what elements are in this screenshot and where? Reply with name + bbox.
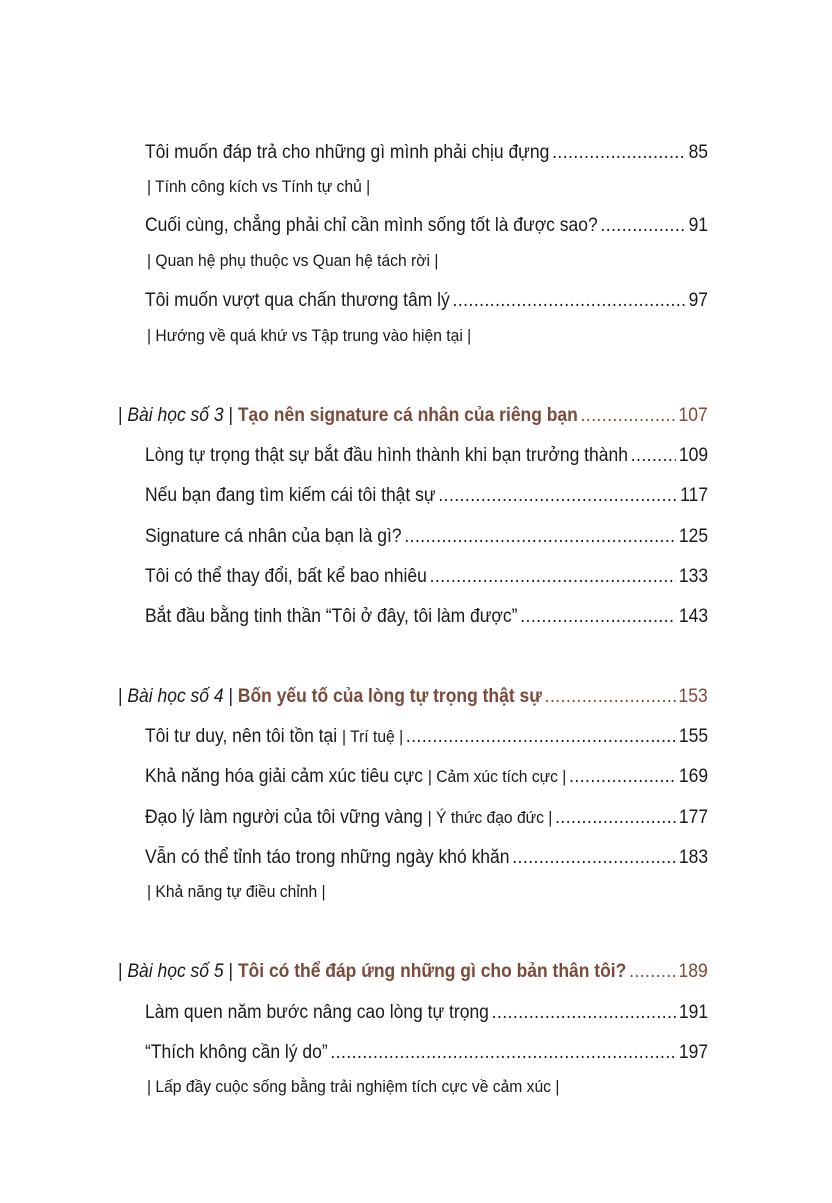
dot-leader [600,214,685,238]
dot-leader [404,525,676,549]
lesson-bar: | [228,405,234,426]
entry-note: | Trí tuệ | [341,727,404,746]
dot-leader [520,605,676,629]
lesson-title: Bốn yếu tố của lòng tự trọng thật sự [237,686,542,707]
toc-entry [145,765,708,789]
dot-leader [512,846,676,870]
entry-page: 85 [688,142,709,163]
toc-entry [145,725,708,749]
entry-page: 155 [678,726,709,747]
dot-leader [555,806,676,830]
entry-title: Tôi tư duy, nên tôi tồn tại [145,726,338,747]
entry-subtitle: | Lấp đầy cuộc sống bằng trải nghiệm tích cực về cảm xúc | [147,1077,560,1096]
entry-note: | Ý thức đạo đức | [427,808,553,827]
entry-page: 197 [678,1042,709,1063]
dot-leader [430,565,677,589]
toc-entry [145,214,708,238]
entry-title: Làm quen năm bước nâng cao lòng tự trọng [145,1002,489,1023]
lesson-page: 107 [678,405,708,426]
toc-entry [145,289,708,313]
lesson-title: Tạo nên signature cá nhân của riêng bạn [237,405,578,426]
lesson-label: Bài học số 5 [127,961,224,982]
entry-subtitle: | Quan hệ phụ thuộc vs Quan hệ tách rời | [147,251,439,270]
lesson-label: Bài học số 4 [127,686,224,707]
entry-page: 177 [678,807,709,828]
lesson-bar: | [118,405,123,426]
lesson-heading-5 [118,960,708,984]
toc-entry [145,141,708,165]
entry-title: Bắt đầu bằng tinh thần “Tôi ở đây, tôi làm được” [145,606,518,627]
dot-leader [629,960,676,984]
entry-page: 97 [688,290,709,311]
entry-title: “Thích không cần lý do” [145,1042,328,1063]
dot-leader [330,1041,676,1065]
dot-leader [492,1001,676,1025]
lesson-heading-4 [118,685,708,709]
lesson-bar: | [228,961,234,982]
toc-entry [145,1001,708,1025]
dot-leader [631,444,676,468]
entry-title: Vẫn có thể tỉnh táo trong những ngày khó khăn [145,847,510,868]
entry-title: Cuối cùng, chẳng phải chỉ cần mình sống tốt là được sao? [145,215,598,236]
dot-leader [581,404,676,428]
toc-entry [145,605,708,629]
dot-leader [453,289,686,313]
entry-title: Nếu bạn đang tìm kiếm cái tôi thật sự [145,485,436,506]
lesson-bar: | [118,686,123,707]
entry-subtitle: | Khả năng tự điều chỉnh | [147,882,326,901]
dot-leader [545,685,676,709]
toc-entry [145,806,708,830]
toc-entry [145,525,708,549]
entry-page: 143 [678,606,709,627]
entry-subtitle: | Tính công kích vs Tính tự chủ | [147,177,371,196]
toc-entry [145,1041,708,1065]
entry-page: 169 [678,766,709,787]
lesson-heading-3 [118,404,708,428]
entry-note: | Cảm xúc tích cực | [427,767,567,786]
lesson-bar: | [228,686,234,707]
entry-page: 125 [678,526,709,547]
lesson-bar: | [118,961,123,982]
entry-title: Tôi muốn đáp trả cho những gì mình phải chịu đựng [145,142,550,163]
lesson-page: 153 [678,686,708,707]
entry-title: Đạo lý làm người của tôi vững vàng [145,807,423,828]
lesson-title: Tôi có thể đáp ứng những gì cho bản thân tôi? [237,961,627,982]
entry-title: Tôi muốn vượt qua chấn thương tâm lý [145,290,450,311]
entry-page: 91 [688,215,709,236]
dot-leader [438,484,677,508]
toc-entry [145,484,708,508]
entry-title: Khả năng hóa giải cảm xúc tiêu cực [145,766,423,787]
entry-title: Lòng tự trọng thật sự bắt đầu hình thành khi bạn trưởng thành [145,445,628,466]
lesson-label: Bài học số 3 [127,405,224,426]
toc-entry [145,565,708,589]
dot-leader [552,141,686,165]
entry-page: 109 [678,445,709,466]
entry-page: 117 [680,485,709,506]
toc-entry [145,444,708,468]
dot-leader [406,725,676,749]
toc-entry [145,846,708,870]
dot-leader [569,765,676,789]
entry-page: 133 [678,566,709,587]
entry-subtitle: | Hướng về quá khứ vs Tập trung vào hiện tại | [147,326,472,345]
entry-page: 191 [678,1002,709,1023]
entry-title: Tôi có thể thay đổi, bất kể bao nhiêu [145,566,427,587]
entry-title: Signature cá nhân của bạn là gì? [145,526,402,547]
lesson-page: 189 [678,961,708,982]
entry-page: 183 [678,847,709,868]
